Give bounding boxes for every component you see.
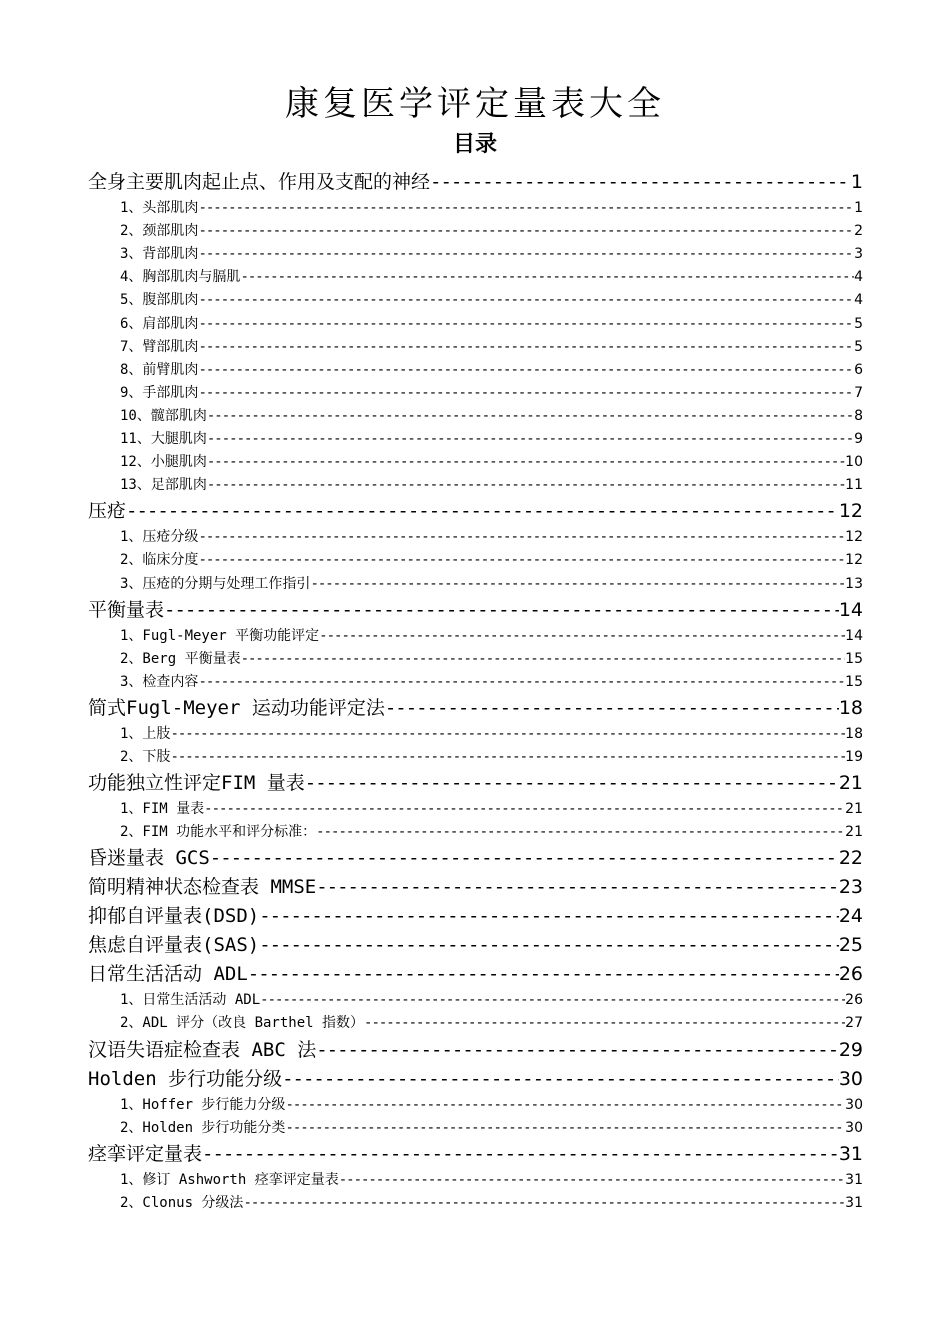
toc-entry-title: 2、ADL 评分（改良 Barthel 指数） xyxy=(120,1015,365,1032)
toc-page-number: 30 xyxy=(845,1119,863,1136)
toc-page-number: 21 xyxy=(845,824,863,841)
dot-leader xyxy=(305,769,839,797)
toc-page-number: 3 xyxy=(854,246,863,263)
dot-leader xyxy=(316,821,845,843)
toc-subsection-entry[interactable] xyxy=(120,313,863,335)
toc-page-number: 4 xyxy=(854,292,863,309)
dot-leader xyxy=(164,596,839,624)
toc-entry-title: 2、Berg 平衡量表 xyxy=(120,650,241,667)
toc-subsection-entry[interactable] xyxy=(120,648,863,670)
toc-entry-title: 1、头部肌肉 xyxy=(120,200,199,216)
toc-page-number: 12 xyxy=(838,500,863,523)
dot-leader xyxy=(198,382,854,404)
toc-entry-title: 全身主要肌肉起止点、作用及支配的神经 xyxy=(88,171,431,193)
dot-leader xyxy=(198,197,854,219)
toc-section-entry[interactable] xyxy=(88,497,863,525)
dot-leader xyxy=(285,1094,845,1116)
toc-subsection-entry[interactable] xyxy=(120,671,863,693)
toc-page-number: 27 xyxy=(845,1015,863,1032)
toc-entry-title: 9、手部肌肉 xyxy=(120,384,199,401)
toc-page-number: 31 xyxy=(838,1142,863,1165)
toc-page-number: 21 xyxy=(845,801,863,818)
dot-leader xyxy=(319,625,845,647)
toc-entry-title: 3、背部肌肉 xyxy=(120,246,199,263)
toc-entry-title: 日常生活活动 ADL xyxy=(88,963,248,986)
toc-page-number: 26 xyxy=(838,963,863,986)
toc-subsection-entry[interactable] xyxy=(120,625,863,647)
toc-page-number: 18 xyxy=(845,725,863,742)
toc-entry-title: 平衡量表 xyxy=(88,598,165,621)
toc-entry-title: 1、日常生活活动 ADL xyxy=(120,992,261,1009)
toc-page-number: 25 xyxy=(838,934,863,957)
toc-subsection-entry[interactable] xyxy=(120,798,863,820)
toc-subsection-entry[interactable] xyxy=(120,1012,863,1034)
toc-subsection-entry[interactable] xyxy=(120,526,863,548)
dot-leader xyxy=(202,1140,839,1168)
dot-leader xyxy=(198,289,854,311)
toc-entry-title: 2、Clonus 分级法 xyxy=(120,1194,244,1211)
toc-entry-title: Holden 步行功能分级 xyxy=(88,1067,283,1090)
toc-entry-title: 10、髋部肌肉 xyxy=(120,407,207,424)
toc-entry-title: 简明精神状态检查表 MMSE xyxy=(88,876,317,899)
toc-page-number: 4 xyxy=(854,269,863,286)
toc-subsection-entry[interactable] xyxy=(120,336,863,358)
toc-page-number: 14 xyxy=(838,598,863,621)
dot-leader xyxy=(430,168,851,196)
toc-page-number: 12 xyxy=(845,529,863,546)
dot-leader xyxy=(243,1192,845,1214)
toc-section-entry[interactable] xyxy=(88,873,863,901)
toc-subsection-entry[interactable] xyxy=(120,428,863,450)
toc-page-number: 7 xyxy=(854,384,863,401)
toc-page-number: 1 xyxy=(854,200,863,216)
toc-subsection-entry[interactable] xyxy=(120,474,863,496)
toc-page-number: 13 xyxy=(845,575,863,592)
dot-leader xyxy=(285,1117,845,1139)
toc-section-entry[interactable] xyxy=(88,1036,863,1064)
dot-leader xyxy=(364,1012,845,1034)
toc-entry-title: 6、肩部肌肉 xyxy=(120,315,199,332)
toc-entry-title: 2、颈部肌肉 xyxy=(120,223,199,240)
toc-entry-title: 1、FIM 量表 xyxy=(120,801,205,818)
dot-leader xyxy=(207,451,845,473)
toc-entry-title: 2、临床分度 xyxy=(120,552,199,569)
toc-entry-title: 7、臂部肌肉 xyxy=(120,338,199,355)
toc-subsection-entry[interactable] xyxy=(120,746,863,768)
toc-subsection-entry[interactable] xyxy=(120,451,863,473)
dot-leader xyxy=(339,1169,845,1191)
toc-subsection-entry[interactable] xyxy=(120,549,863,571)
dot-leader xyxy=(210,844,839,872)
toc-section-entry[interactable] xyxy=(88,902,863,930)
toc-subsection-entry[interactable] xyxy=(120,1169,863,1191)
dot-leader xyxy=(316,1036,839,1064)
toc-section-entry[interactable] xyxy=(88,960,863,988)
dot-leader xyxy=(241,648,846,670)
toc-subsection-entry[interactable] xyxy=(120,1192,863,1214)
toc-page-number: 21 xyxy=(838,772,863,795)
toc-subsection-entry[interactable] xyxy=(120,382,863,404)
toc-subsection-entry[interactable] xyxy=(120,1094,863,1116)
toc-section-entry[interactable] xyxy=(88,168,863,196)
toc-page-number: 30 xyxy=(845,1096,863,1113)
toc-section-entry[interactable] xyxy=(88,769,863,797)
toc-section-entry[interactable] xyxy=(88,596,863,624)
toc-subsection-entry[interactable] xyxy=(120,359,863,381)
dot-leader xyxy=(240,266,854,288)
toc-page-number: 12 xyxy=(845,552,863,569)
toc-subsection-entry[interactable] xyxy=(120,197,863,219)
toc-page-number: 15 xyxy=(845,650,863,667)
toc-subsection-entry[interactable] xyxy=(120,289,863,311)
toc-entry-title: 压疮 xyxy=(88,500,127,523)
toc-subsection-entry[interactable] xyxy=(120,243,863,265)
dot-leader xyxy=(282,1065,839,1093)
toc-page-number: 19 xyxy=(845,749,863,765)
dot-leader xyxy=(198,671,845,693)
toc-entry-title: 13、足部肌肉 xyxy=(120,477,207,494)
toc-section-entry[interactable] xyxy=(88,1065,863,1093)
toc-page-number: 18 xyxy=(838,696,863,719)
document-title: 康复医学评定量表大全 xyxy=(285,84,665,124)
toc-page-number: 23 xyxy=(838,876,863,899)
dot-leader xyxy=(198,359,854,381)
toc-page-number: 14 xyxy=(845,627,863,644)
dot-leader xyxy=(198,220,854,242)
toc-page-number: 30 xyxy=(838,1067,863,1090)
dot-leader xyxy=(198,336,854,358)
toc-page-number: 24 xyxy=(838,905,863,928)
toc-page-number: 31 xyxy=(845,1171,863,1188)
toc-section-entry[interactable] xyxy=(88,1140,863,1168)
toc-subsection-entry[interactable] xyxy=(120,723,863,745)
dot-leader xyxy=(259,902,839,930)
dot-leader xyxy=(207,428,854,450)
toc-entry-title: 简式Fugl-Meyer 运动功能评定法 xyxy=(88,696,385,719)
toc-entry-title: 8、前臂肌肉 xyxy=(120,361,199,378)
toc-section-entry[interactable] xyxy=(88,931,863,959)
toc-entry-title: 抑郁自评量表(DSD) xyxy=(88,905,260,928)
toc-section-entry[interactable] xyxy=(88,844,863,872)
toc-entry-title: 2、FIM 功能水平和评分标准： xyxy=(120,824,317,841)
toc-entry-title: 3、检查内容 xyxy=(120,673,199,690)
toc-entry-title: 2、Holden 步行功能分类 xyxy=(120,1119,286,1136)
toc-page-number: 29 xyxy=(838,1038,863,1061)
toc-page-number: 5 xyxy=(854,338,863,355)
dot-leader xyxy=(198,549,845,571)
dot-leader xyxy=(170,746,845,768)
toc-subsection-entry[interactable] xyxy=(120,405,863,427)
toc-entry-title: 痉挛评定量表 xyxy=(88,1142,203,1165)
toc-heading: 目录 xyxy=(452,132,497,157)
toc-entry-title: 1、压疮分级 xyxy=(120,529,199,546)
toc-page-number: 1 xyxy=(850,171,863,193)
toc-page-number: 26 xyxy=(845,992,863,1009)
toc-subsection-entry[interactable] xyxy=(120,220,863,242)
toc-page-number: 6 xyxy=(854,361,863,378)
dot-leader xyxy=(316,873,839,901)
toc-entry-title: 4、胸部肌肉与膈肌 xyxy=(120,269,241,286)
toc-entry-title: 5、腹部肌肉 xyxy=(120,292,199,309)
toc-entry-title: 3、压疮的分期与处理工作指引 xyxy=(120,575,311,592)
toc-page-number: 11 xyxy=(845,477,863,494)
dot-leader xyxy=(207,474,845,496)
toc-entry-title: 焦虑自评量表(SAS) xyxy=(88,934,260,957)
toc-entry-title: 11、大腿肌肉 xyxy=(120,431,207,447)
toc-subsection-entry[interactable] xyxy=(120,266,863,288)
toc-subsection-entry[interactable] xyxy=(120,1117,863,1139)
toc-page-number: 9 xyxy=(854,431,863,447)
toc-page-number: 31 xyxy=(845,1194,863,1211)
dot-leader xyxy=(207,405,854,427)
dot-leader xyxy=(248,960,839,988)
dot-leader xyxy=(259,931,839,959)
toc-entry-title: 汉语失语症检查表 ABC 法 xyxy=(88,1038,317,1061)
toc-page-number: 22 xyxy=(838,847,863,870)
toc-page-number: 5 xyxy=(854,315,863,332)
toc-entry-title: 12、小腿肌肉 xyxy=(120,454,207,471)
dot-leader xyxy=(198,526,845,548)
toc-page-number: 2 xyxy=(854,223,863,240)
dot-leader xyxy=(204,798,845,820)
toc-subsection-entry[interactable] xyxy=(120,989,863,1011)
toc-entry-title: 昏迷量表 GCS xyxy=(88,847,210,870)
toc-subsection-entry[interactable] xyxy=(120,573,863,595)
toc-entry-title: 2、下肢 xyxy=(120,749,171,765)
toc-page-number: 10 xyxy=(845,454,863,471)
dot-leader xyxy=(198,313,854,335)
toc-entry-title: 1、修订 Ashworth 痉挛评定量表 xyxy=(120,1171,339,1188)
toc-section-entry[interactable] xyxy=(88,694,863,722)
dot-leader xyxy=(310,573,845,595)
toc-entry-title: 1、Fugl-Meyer 平衡功能评定 xyxy=(120,627,320,644)
dot-leader xyxy=(198,243,854,265)
dot-leader xyxy=(126,497,839,525)
toc-entry-title: 1、Hoffer 步行能力分级 xyxy=(120,1096,286,1113)
dot-leader xyxy=(260,989,845,1011)
toc-page-number: 8 xyxy=(854,407,863,424)
dot-leader xyxy=(385,694,839,722)
toc-subsection-entry[interactable] xyxy=(120,821,863,843)
toc-page-number: 15 xyxy=(845,673,863,690)
dot-leader xyxy=(170,723,845,745)
toc-entry-title: 功能独立性评定FIM 量表 xyxy=(88,772,305,795)
toc-entry-title: 1、上肢 xyxy=(120,725,171,742)
